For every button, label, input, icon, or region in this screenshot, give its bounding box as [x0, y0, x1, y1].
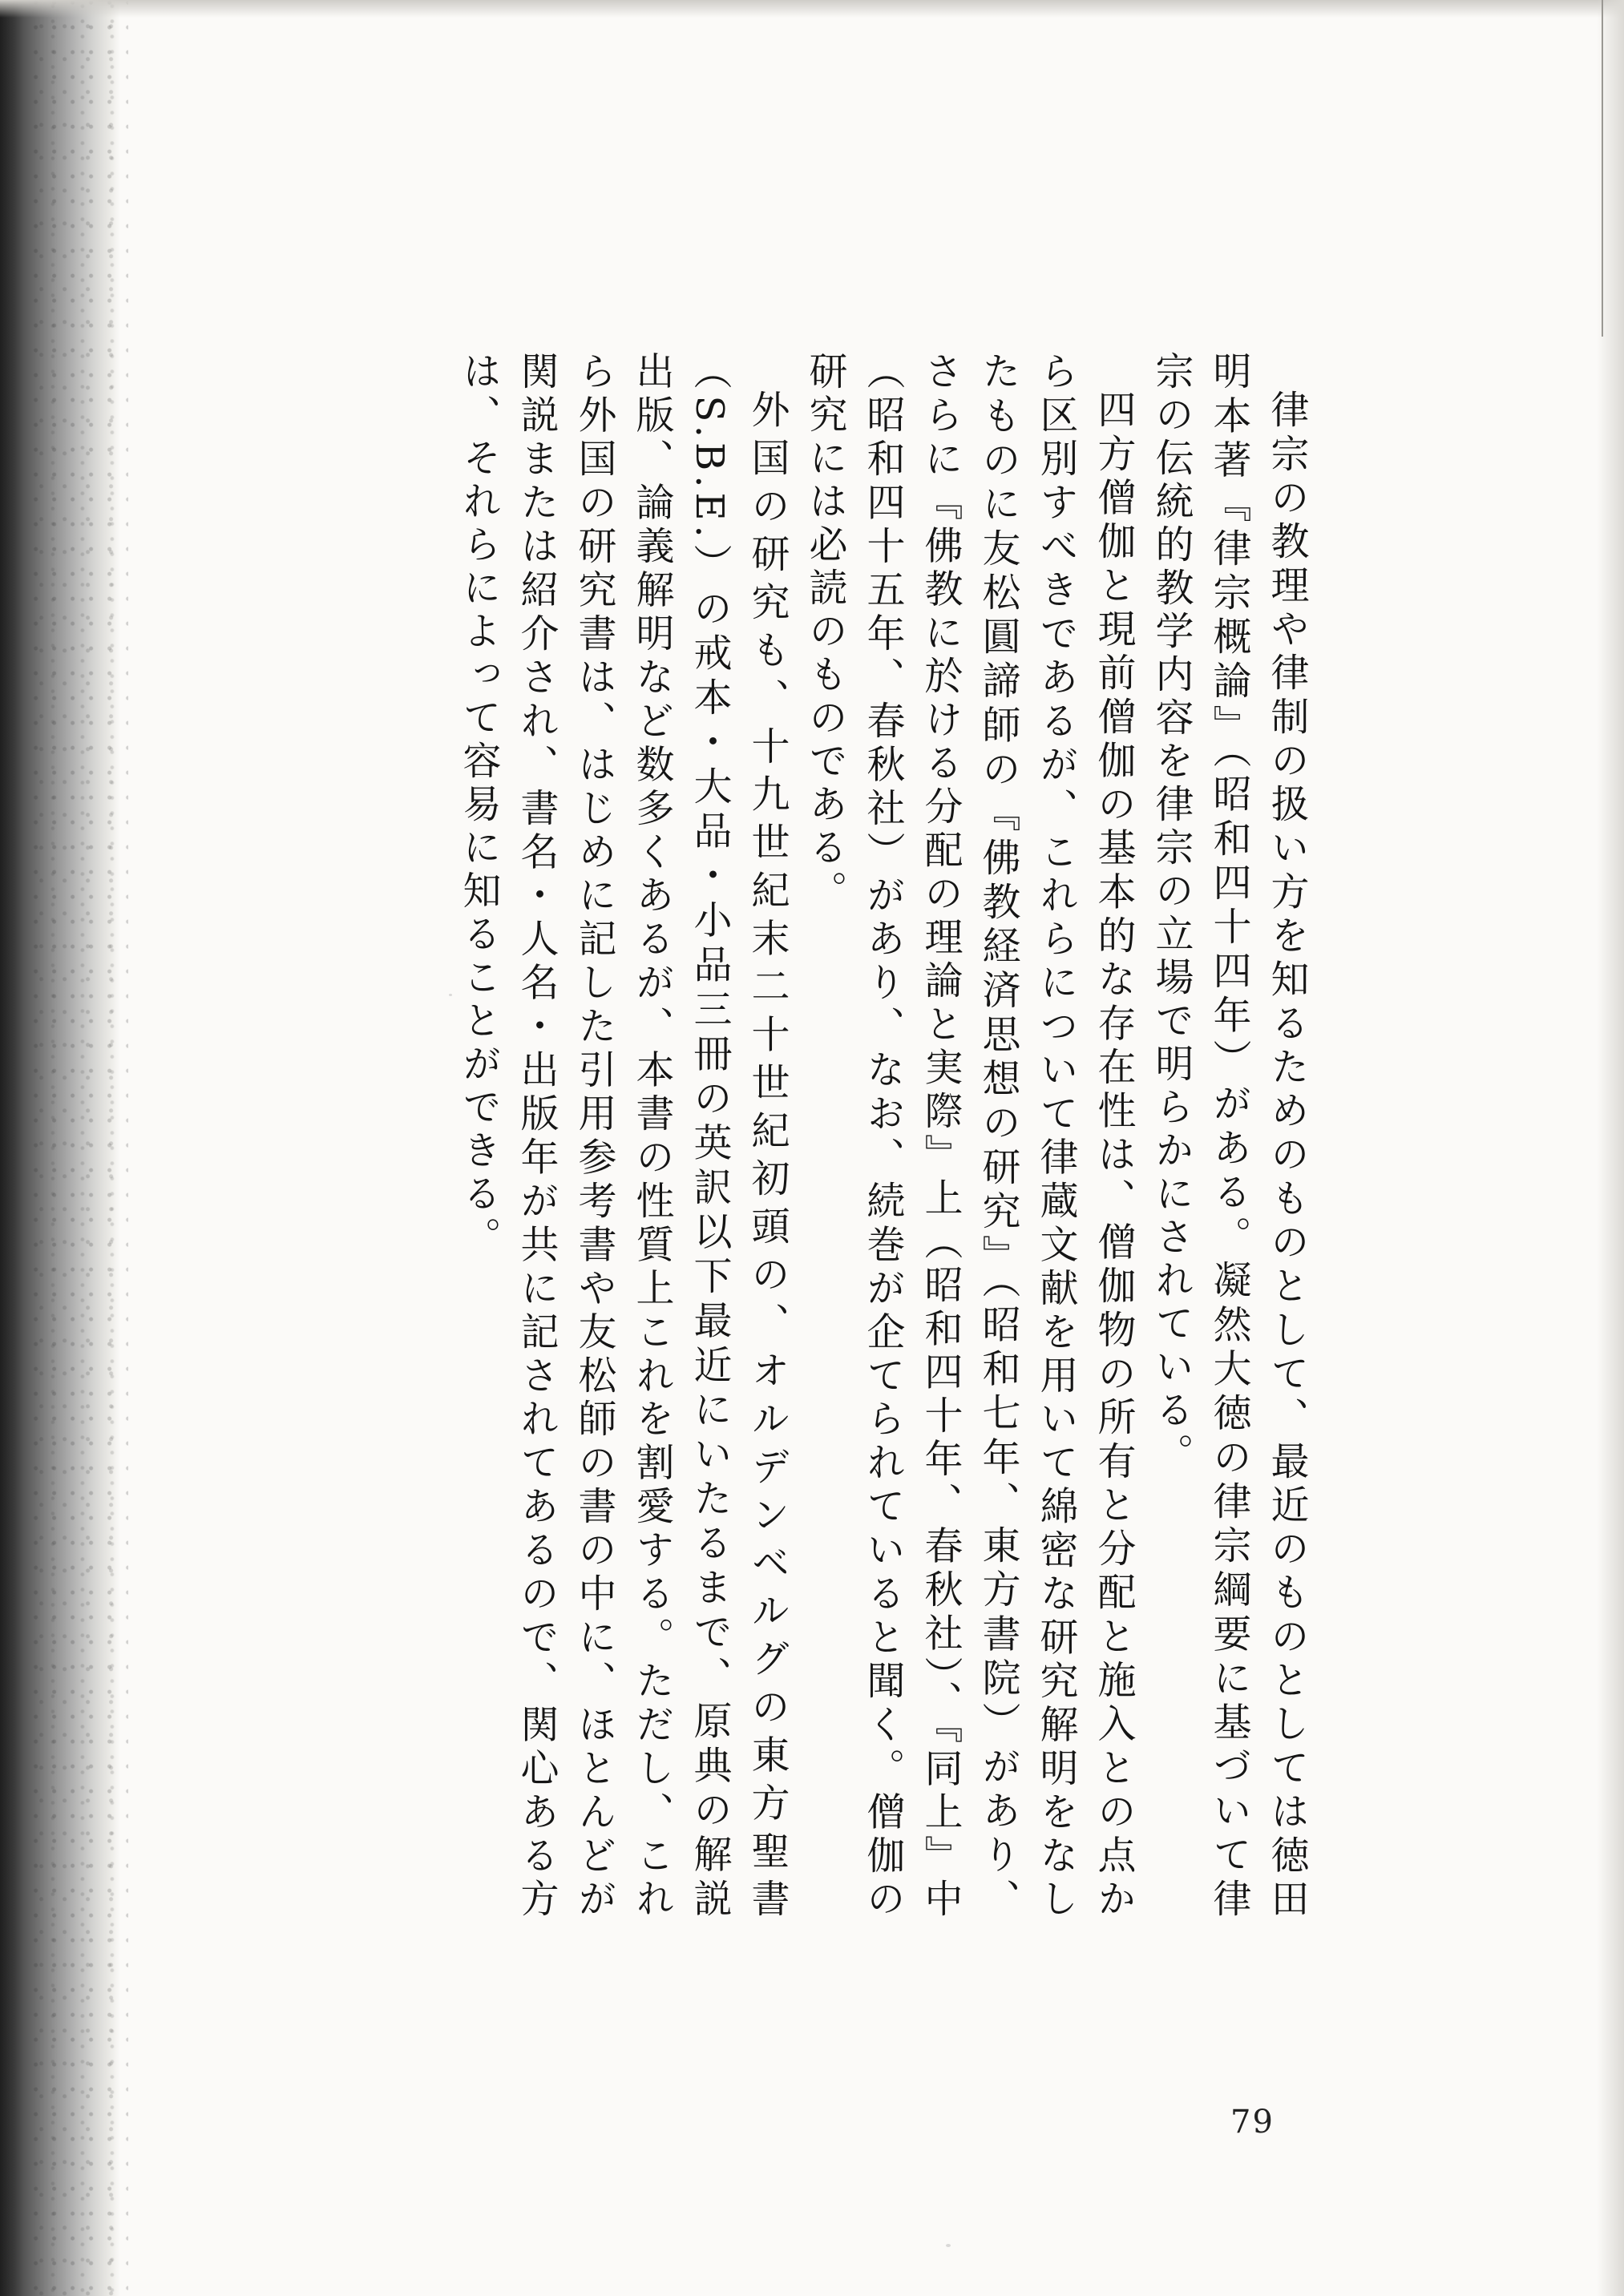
- scan-speck: [449, 994, 452, 996]
- page-number: 79: [1230, 2104, 1275, 2141]
- scan-speck: [946, 2244, 951, 2247]
- top-page-edge: [0, 0, 1624, 18]
- scan-speck: [1058, 946, 1061, 949]
- paragraph-2: 四方僧伽と現前僧伽の基本的な存在性は、僧伽物の所有と分配と施入との点から区別すべきであるが、これらについて律蔵文献を用いて綿密な研究解明をなしたものに友松圓諦師の『佛教経済思想の研究』（昭和七年、東方書院）があり、さらに『佛教に於ける分配の理論と実際』上（昭和四十年、春秋社）、『同上』中（昭和四十五年、春秋社）があり、なお、続巻が企てられていると聞く。僧伽の研究には必読のものである。: [802, 351, 1136, 1923]
- binding-speckle: [32, 0, 128, 2296]
- vertical-text-block: [450, 351, 1315, 1922]
- paragraph-3: 外国の研究も、十九世紀末二十世紀初頭の、オルデンベルグの東方聖書（S.B.E.）の戒本・大品・小品三冊の英訳以下最近にいたるまで、原典の解説出版、論義解明など数多くあるが、本書の性質上これを割愛する。ただし、これら外国の研究書は、はじめに記した引用参考書や友松師の書の中に、ほとんどが関説または紹介され、書名・人名・出版年が共に記されてあるので、関心ある方は、それらによって容易に知ることができる。: [456, 351, 790, 1923]
- right-page-edge: [1597, 0, 1624, 2296]
- paragraph-1: 律宗の教理や律制の扱い方を知るためのものとして、最近のものとしては徳田明本著『律宗概論』（昭和四十四年）がある。凝然大徳の律宗綱要に基づいて律宗の伝統的教学内容を律宗の立場で明らかにされている。: [1149, 351, 1309, 1922]
- right-edge-line: [1602, 0, 1603, 337]
